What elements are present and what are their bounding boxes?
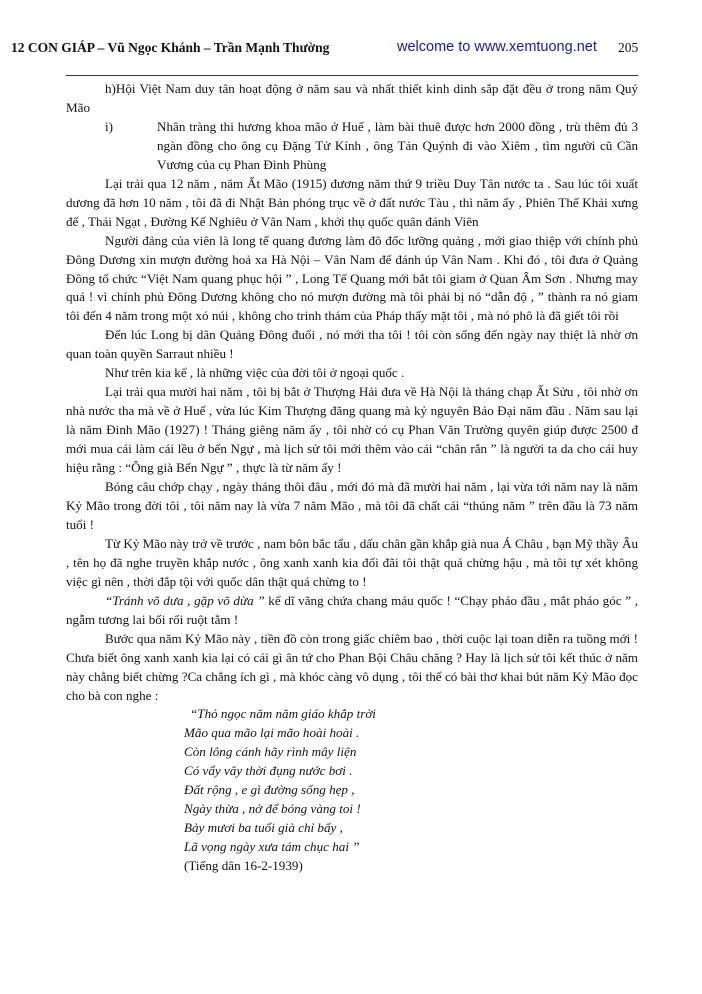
paragraph-1: h)Hội Việt Nam duy tân hoạt động ở năm sau và nhất thiết kinh dinh sắp đặt đều ở trong năm Quý Mão: [66, 81, 638, 115]
paragraph-9-quote: “Tránh võ dưa , gặp võ dừa ”: [105, 592, 265, 608]
document-body: [66, 80, 638, 876]
poem-line: Mão qua mão lại mão hoài hoài .: [184, 725, 360, 741]
poem-line: Còn lông cánh hãy rình mây liện: [184, 744, 357, 760]
paragraph-9-rest: kể dĩ vãng chứa chang máu quốc ! “Chạy pháo đầu , mắt pháo góc ” , ngẫm tương lai bối rối ruột tằm !: [66, 592, 638, 627]
paragraph-3: Người đảng của viên là long tế quang đương làm đô đốc lưỡng quảng , mới giao thiệp với chính phủ Đông Dương xin mượn đường hoả xa Hà Nội – Vân Nam để đánh úp Vân Nam . Khi đó , tôi đưa ở Quảng Đông tổ chức “Việt Nam quang phục hội ” , Long Tế Quang mới bắt tôi giam ở Quan Âm Sơn . Nhưng may quá ! vì chính phủ Đông Dương không cho nó mượn đường mà tôi phải bị nó “dẫn độ , ” thành ra nó giam tôi đến 4 năm trong một xó núi , không cho trinh thám của Pháp thấy mặt tôi , mà nó phô là đã giết tôi rồi: [66, 232, 638, 324]
poem-source: (Tiếng dân 16-2-1939): [184, 858, 303, 874]
paragraph-9: [66, 592, 638, 630]
list-marker: i): [105, 118, 113, 134]
poem: [66, 705, 638, 857]
paragraph-5: Như trên kia kể , là những việc của đời tôi ở ngoại quốc .: [105, 365, 405, 381]
header-divider: [66, 75, 638, 76]
header-book-title: 12 CON GIÁP – Vũ Ngọc Khánh – Trần Mạnh Thường: [11, 40, 330, 55]
paragraph-7: Bóng câu chớp chạy , ngày tháng thôi đâu , mới đó mà đã mười hai năm , lại vừa tới năm nay là năm Kỷ Mão trong đời tôi , tôi năm nay là vừa 7 năm Mão , mà tôi đã chất cái “thúng năm ” trên đầu là 73 năm tuổi !: [66, 479, 638, 532]
header-page-number: 205: [618, 40, 639, 55]
list-item-i: [66, 118, 638, 175]
list-item-text: Nhân tràng thi hương khoa mão ở Huế , làm bài thuê được hơn 2000 đồng , trù thêm đủ 3 ngàn đồng cho ông cụ Đặng Tử Kính , ông Tán Quýnh đi vào Xiêm , tìm người cũ Cần Vương của cụ Phan Đình Phùng: [157, 118, 638, 172]
poem-line: Có vẩy vây thời đụng nước bơi .: [184, 763, 353, 779]
paragraph-4: Đến lúc Long bị dân Quảng Đông đuổi , nó mới tha tôi ! tôi còn sống đến ngày nay thiệt là nhờ ơn quan toàn quyền Sarraut nhiều !: [66, 327, 638, 362]
poem-line: “Thỏ ngọc năm năm giáo khắp trời: [190, 706, 376, 722]
poem-line: Ngày thừa , nở để bóng vàng toi !: [184, 801, 361, 817]
poem-line: Lã vọng ngày xưa tám chục hai ”: [184, 839, 360, 855]
paragraph-8: Từ Kỷ Mão này trở về trước , nam bôn bắc tẩu , dấu chân gần khắp già nua Á Châu , bạn Mỹ thầy Âu , tên họ đã nghe truyền khắp nước , ông xanh xanh kia đối đãi tôi thật quá chừng hậu , mà tôi tự xét không việc gì nên , thời đắp tội với quốc dân thật quá chừng to !: [66, 535, 638, 589]
poem-line: Bảy mươi ba tuổi già chỉ bấy ,: [184, 820, 343, 836]
paragraph-2: Lại trải qua 12 năm , năm Ất Mão (1915) đương năm thứ 9 triều Duy Tân nước ta . Sau lúc tôi xuất dương đã hơn 10 năm , tôi đã đi Nhật Bản phóng trục về ở đất nước Tàu , thì năm ấy , Phiên Thế Khải xưng đế , Thái Ngạt , Đường Kế Nghiêu ở Vân Nam , khởi thụ quốc quân đánh Viên: [66, 175, 638, 229]
header-website-link[interactable]: welcome to www.xemtuong.net: [397, 39, 597, 55]
poem-line: Đất rộng , e gì đường sống hẹp ,: [184, 782, 355, 798]
paragraph-10: Bước qua năm Kỷ Mão này , tiền đồ còn trong giấc chiêm bao , thời cuộc lại toan diễn ra tuồng mới ! Chưa biết ông xanh xanh kia lại có cái gì ân tứ cho Phan Bội Châu chăng ? Hay là lịch sử tôi kết thúc ở năm này chẳng biết chừng ?Ca chẳng ích gì , mà khóc càng vô dụng , tôi thể có bài thơ khai bút năm Kỷ Mão đọc cho bà con nghe :: [66, 630, 638, 703]
paragraph-6: Lại trải qua mười hai năm , tôi bị bắt ở Thượng Hải đưa về Hà Nội là tháng chạp Ất Sửu , tôi nhờ ơn nhà nước tha mà về ở Huế , vừa lúc Kim Thượng đăng quang mà kỷ nguyên Bảo Đại năm đầu . Năm sau lại là năm Đinh Mão (1927) ! Tháng giêng năm ấy , tôi nhờ có cụ Phan Văn Trường quyên giúp được 2500 đ mới mua cái làm cái lều ở bến Ngự , mà lịch sử tôi mới thêm vào cái “chân rắn ” là người ta da cho cái huy hiệu rằng : “Ông già Bến Ngự ” , thực là từ năm ấy !: [66, 384, 638, 476]
